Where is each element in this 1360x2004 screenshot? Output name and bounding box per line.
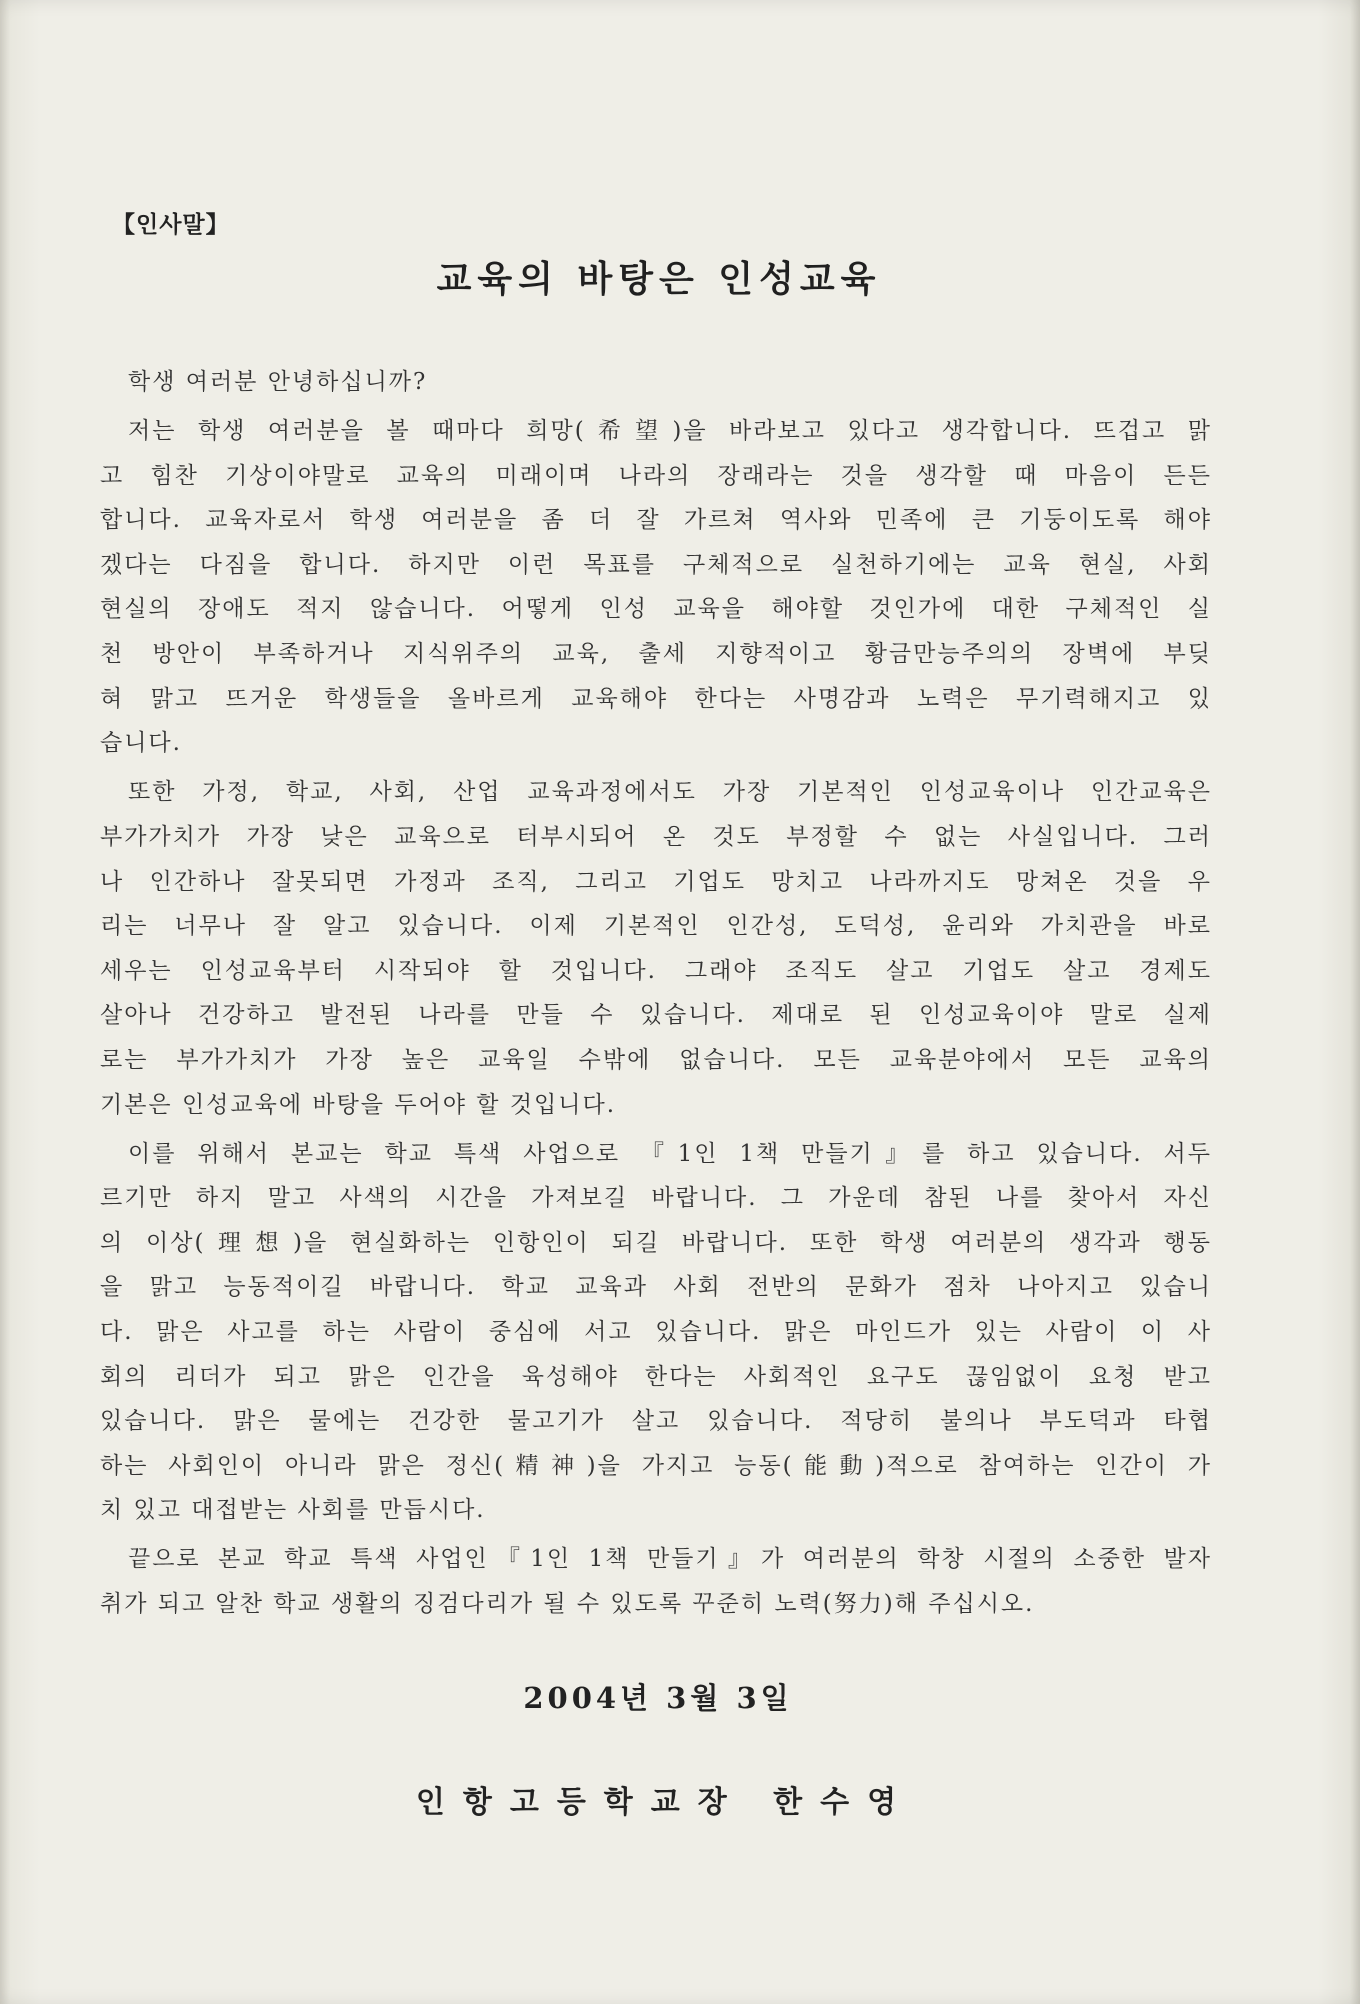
body-text <box>100 360 1212 1627</box>
paragraph-hope <box>100 409 1212 766</box>
paragraph-greeting <box>100 360 1212 405</box>
text-line: 고 힘찬 기상이야말로 교육의 미래이며 나라의 장래라는 것을 생각할 때 마음이 든든 <box>100 462 1212 489</box>
text-line: 또한 가정, 학교, 사회, 산업 교육과정에서도 가장 기본적인 인성교육이나 인간교육은 <box>128 779 1212 806</box>
text-line: 저는 학생 여러분을 볼 때마다 희망(希望)을 바라보고 있다고 생각합니다. 뜨겁고 맑 <box>128 418 1212 445</box>
text-line: 기본은 인성교육에 바탕을 두어야 할 것입니다. <box>100 1091 617 1118</box>
document-title: 교육의 바탕은 인성교육 <box>436 258 882 300</box>
text-line: 학생 여러분 안녕하십니까? <box>128 369 428 395</box>
text-line: 천 방안이 부족하거나 지식위주의 교육, 출세 지향적이고 황금만능주의의 장벽에 부딪 <box>100 641 1212 668</box>
section-label: 【인사말】 <box>112 212 230 238</box>
text-line: 다. 맑은 사고를 하는 사람이 중심에 서고 있습니다. 맑은 마인드가 있는 사람이 이 사 <box>100 1318 1212 1345</box>
text-line: 회의 리더가 되고 맑은 인간을 육성해야 한다는 사회적인 요구도 끊임없이 요청 받고 <box>100 1363 1212 1390</box>
text-line: 의 이상(理想)을 현실화하는 인항인이 되길 바랍니다. 또한 학생 여러분의 생각과 행동 <box>100 1229 1212 1256</box>
text-line: 하는 사회인이 아니라 맑은 정신(精神)을 가지고 능동(能動)적으로 참여하는 인간이 가 <box>100 1452 1212 1479</box>
text-line: 이를 위해서 본교는 학교 특색 사업으로 『1인 1책 만들기』를 하고 있습니다. 서두 <box>128 1140 1212 1167</box>
text-line: 혀 맑고 뜨거운 학생들을 올바르게 교육해야 한다는 사명감과 노력은 무기력해지고 있 <box>100 685 1212 712</box>
text-line: 습니다. <box>100 730 182 757</box>
text-line: 합니다. 교육자로서 학생 여러분을 좀 더 잘 가르쳐 역사와 민족에 큰 기둥이도록 해야 <box>100 507 1212 534</box>
date-line: 2004년 3월 3일 <box>523 1681 793 1715</box>
text-line: 리는 너무나 잘 알고 있습니다. 이제 기본적인 인간성, 도덕성, 윤리와 가치관을 바로 <box>100 913 1212 940</box>
text-line: 나 인간하나 잘못되면 가정과 조직, 그리고 기업도 망치고 나라까지도 망쳐온 것을 우 <box>100 868 1212 895</box>
text-line: 치 있고 대접받는 사회를 만듭시다. <box>100 1497 486 1524</box>
text-line: 살아나 건강하고 발전된 나라를 만들 수 있습니다. 제대로 된 인성교육이야 말로 실제 <box>100 1002 1212 1029</box>
text-line: 현실의 장애도 적지 않습니다. 어떻게 인성 교육을 해야할 것인가에 대한 구체적인 실 <box>100 596 1212 623</box>
text-line: 세우는 인성교육부터 시작되야 할 것입니다. 그래야 조직도 살고 기업도 살고 경제도 <box>100 957 1212 984</box>
paragraph-closing <box>100 1537 1212 1626</box>
text-line: 끝으로 본교 학교 특색 사업인『1인 1책 만들기』가 여러분의 학창 시절의 소중한 발자 <box>128 1546 1212 1573</box>
text-line: 을 맑고 능동적이길 바랍니다. 학교 교육과 사회 전반의 문화가 점차 나아지고 있습니 <box>100 1274 1212 1301</box>
signature-line: 인항고등학교장 한수영 <box>415 1785 915 1820</box>
text-line: 겠다는 다짐을 합니다. 하지만 이런 목표를 구체적으로 실천하기에는 교육 현실, 사회 <box>100 551 1212 578</box>
paragraph-character-education <box>100 770 1212 1127</box>
text-line: 부가가치가 가장 낮은 교육으로 터부시되어 온 것도 부정할 수 없는 사실입니다. 그러 <box>100 823 1212 850</box>
text-line: 르기만 하지 말고 사색의 시간을 가져보길 바랍니다. 그 가운데 참된 나를 찾아서 자신 <box>100 1185 1212 1212</box>
text-line: 취가 되고 알찬 학교 생활의 징검다리가 될 수 있도록 꾸준히 노력(努力)해 주십시오. <box>100 1591 1035 1618</box>
text-line: 있습니다. 맑은 물에는 건강한 물고기가 살고 있습니다. 적당히 불의나 부도덕과 타협 <box>100 1408 1212 1435</box>
text-line: 로는 부가가치가 가장 높은 교육일 수밖에 없습니다. 모든 교육분야에서 모든 교육의 <box>100 1046 1212 1073</box>
paragraph-school-project <box>100 1132 1212 1533</box>
